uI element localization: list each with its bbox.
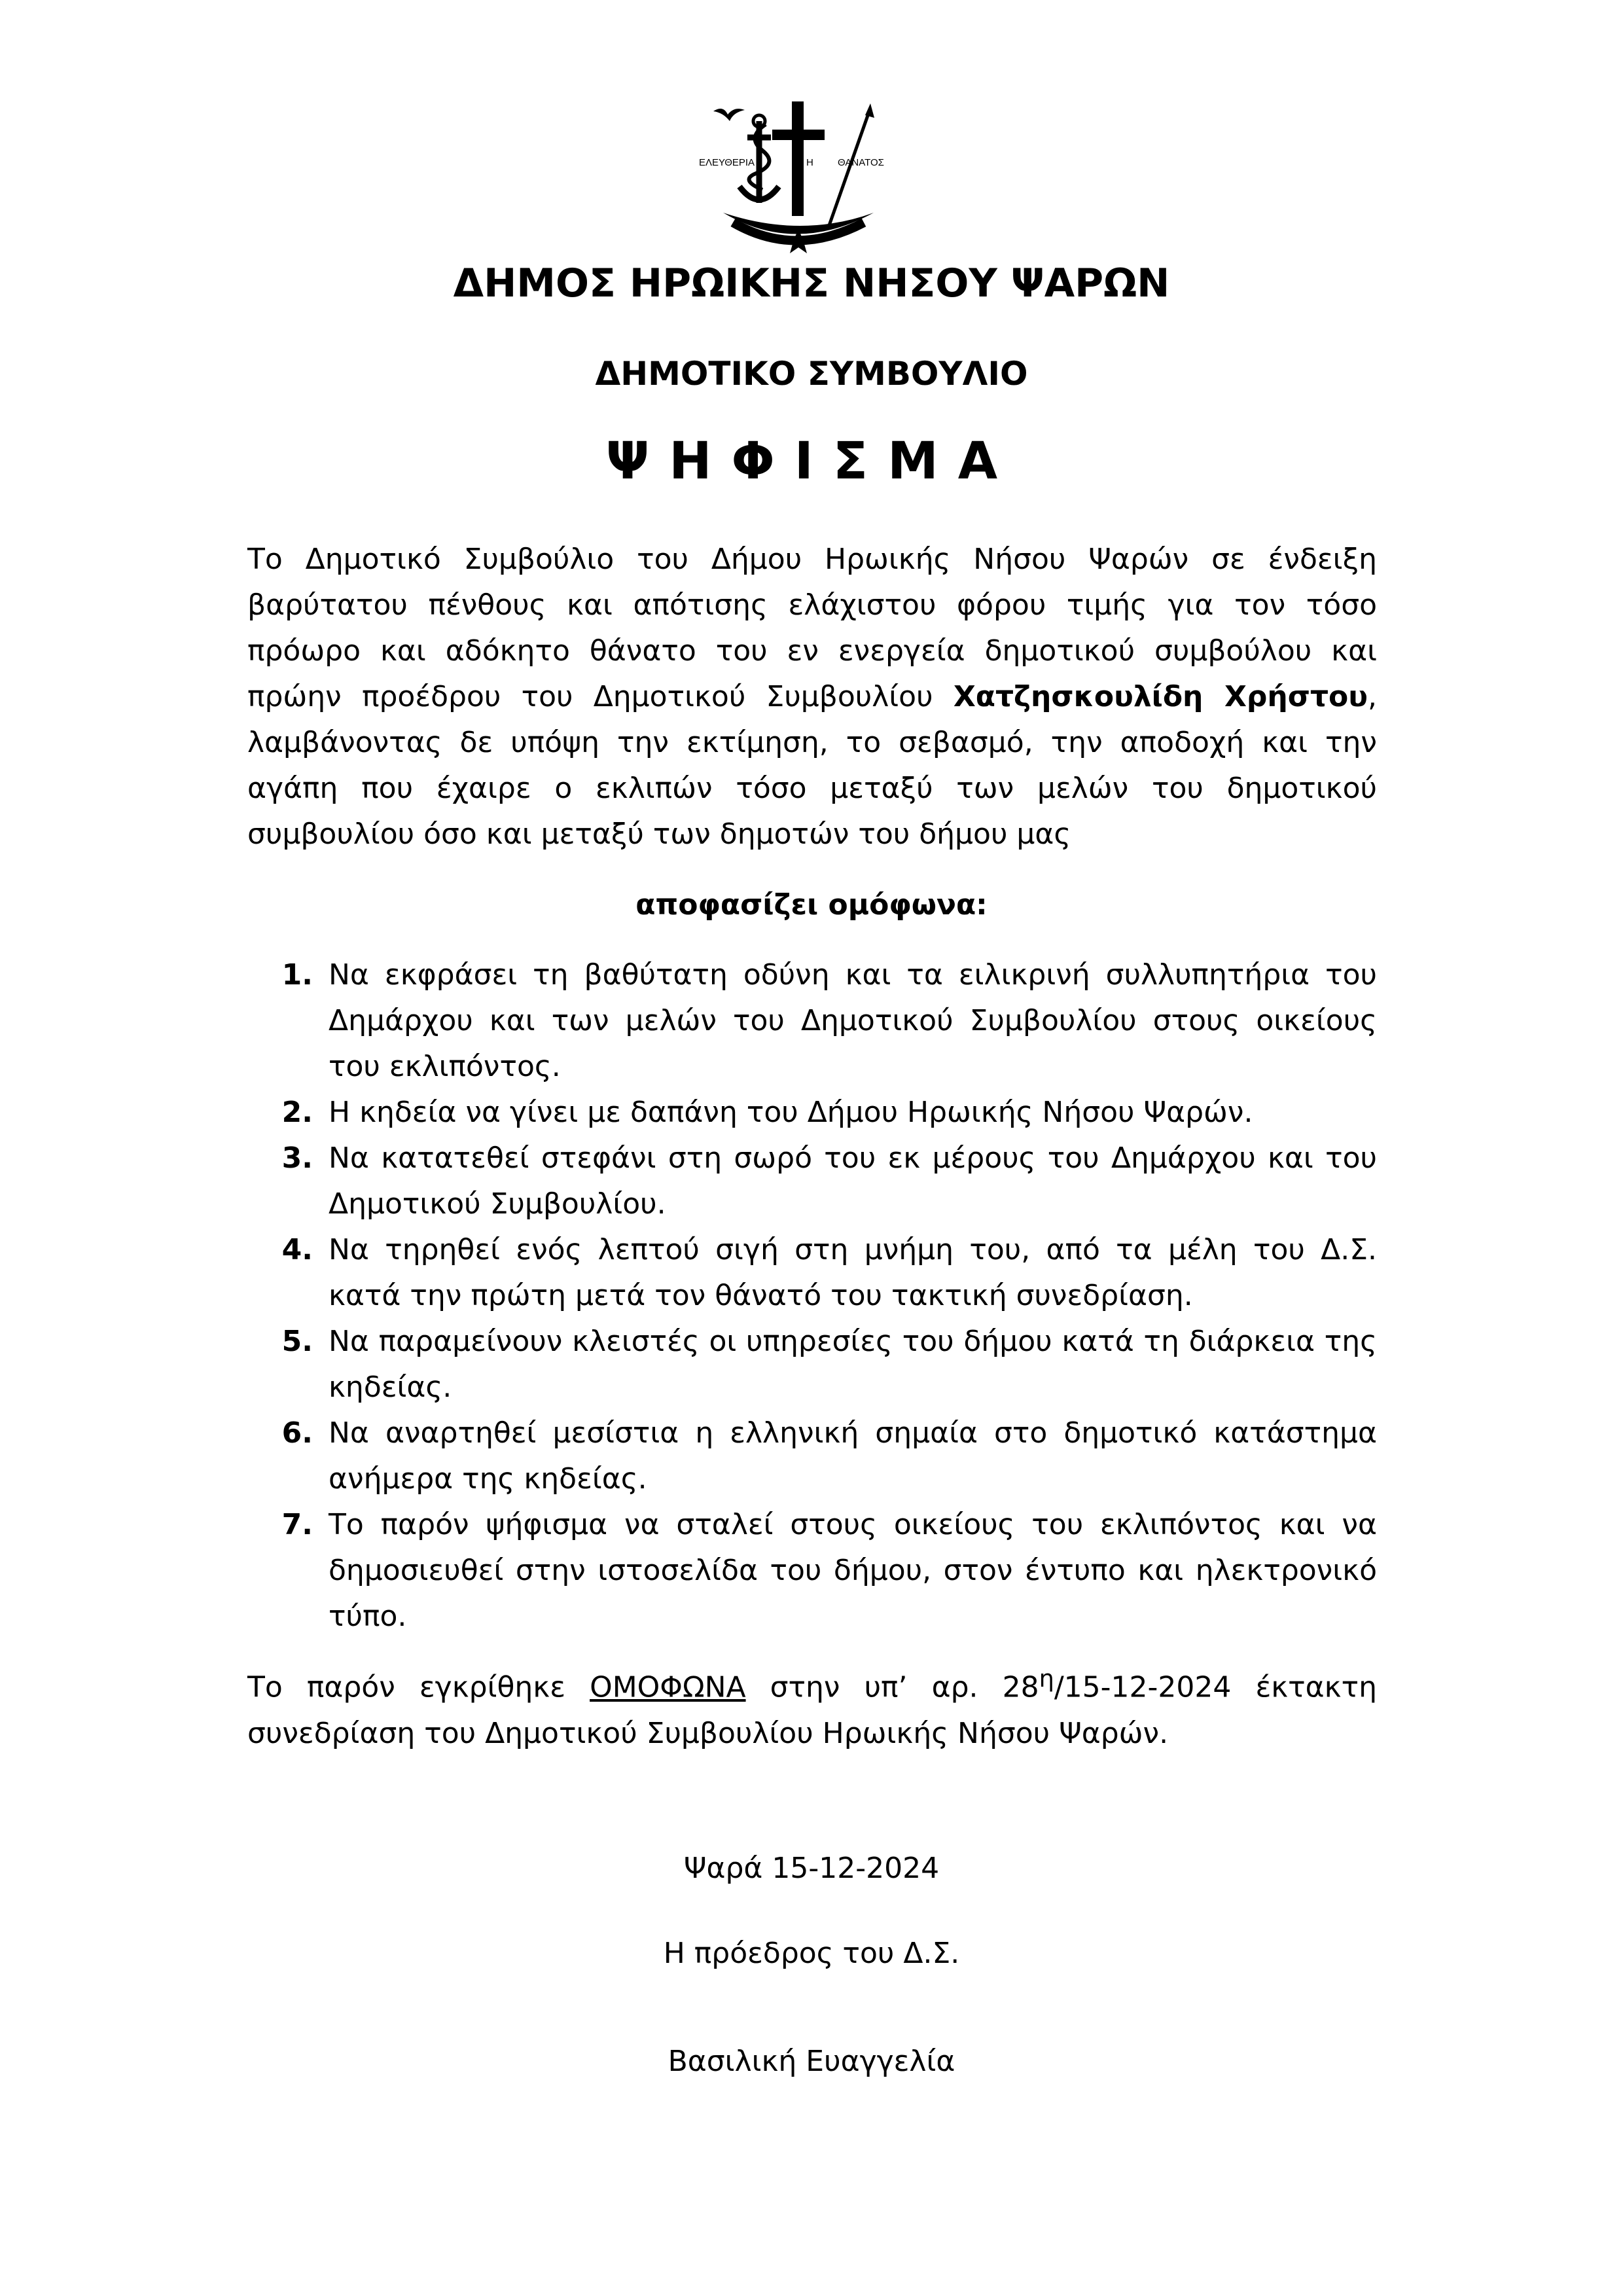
emblem-middle-text: Η <box>806 157 813 168</box>
spear-icon <box>828 108 870 229</box>
municipality-title: ΔΗΜΟΣ ΗΡΩΙΚΗΣ ΝΗΣΟΥ ΨΑΡΩΝ <box>453 260 1170 306</box>
cross-icon <box>792 101 804 216</box>
list-item <box>247 1227 1377 1319</box>
list-item <box>247 952 1377 1090</box>
list-item-number: 7. <box>281 1508 313 1541</box>
list-item <box>247 1502 1377 1640</box>
closing-text-2: στην υπ’ αρ. 28 <box>745 1670 1039 1704</box>
list-item-number: 4. <box>281 1233 313 1266</box>
emblem-right-text: ΘΑΝΑΤΟΣ <box>838 157 884 168</box>
list-item-number: 2. <box>281 1096 313 1129</box>
ordinal-superscript: η <box>1039 1664 1054 1693</box>
document-type-title: ΨΗΦΙΣΜΑ <box>605 432 1018 491</box>
list-item-text: Η κηδεία να γίνει με δαπάνη του Δήμου Ηρωικής Νήσου Ψαρών. <box>329 1096 1253 1129</box>
council-title: ΔΗΜΟΤΙΚΟ ΣΥΜΒΟΥΛΙΟ <box>595 355 1028 393</box>
list-item-text: Να αναρτηθεί μεσίστια η ελληνική σημαία στο δημοτικό κατάστημα ανήμερα της κηδείας. <box>329 1416 1377 1496</box>
intro-paragraph <box>247 537 1377 857</box>
decides-label: αποφασίζει ομόφωνα: <box>635 888 988 922</box>
intro-text-after: , λαμβάνοντας δε υπόψη την εκτίμηση, το σεβασμό, την αποδοχή και την αγάπη που έχαιρε ο εκλιπών τόσο μεταξύ των μελών του δημοτικού συμβουλίου όσο και μεταξύ των δημοτών του δήμου μας <box>247 680 1377 851</box>
signatory-name: Βασιλική Ευαγγελία <box>668 2045 955 2078</box>
municipality-emblem <box>687 98 903 255</box>
list-item-text: Να τηρηθεί ενός λεπτού σιγή στη μνήμη του, από τα μέλη του Δ.Σ. κατά την πρώτη μετά τον θάνατό του τακτική συνεδρίαση. <box>329 1233 1377 1312</box>
list-item-number: 6. <box>281 1416 313 1450</box>
list-item <box>247 1136 1377 1227</box>
list-item-text: Το παρόν ψήφισμα να σταλεί στους οικείους του εκλιπόντος και να δημοσιευθεί στην ιστοσελίδα του δήμου, στον έντυπο και ηλεκτρονικό τύπο. <box>329 1508 1377 1633</box>
signatory-role: Η πρόεδρος του Δ.Σ. <box>663 1937 960 1970</box>
list-item-text: Να παραμείνουν κλειστές οι υπηρεσίες του δήμου κατά τη διάρκεια της κηδείας. <box>329 1325 1377 1404</box>
bird-icon <box>713 109 745 121</box>
list-item-text: Να εκφράσει τη βαθύτατη οδύνη και τα ειλικρινή συλλυπητήρια του Δημάρχου και των μελών του Δημοτικού Συμβουλίου στους οικείους του εκλιπόντος. <box>329 958 1377 1083</box>
list-item-text: Να κατατεθεί στεφάνι στη σωρό του εκ μέρους του Δημάρχου και του Δημοτικού Συμβουλίου. <box>329 1141 1377 1221</box>
unanimous-text: ΟΜΟΦΩΝΑ <box>590 1670 746 1704</box>
list-item <box>247 1090 1377 1136</box>
closing-paragraph <box>247 1656 1377 1757</box>
list-item <box>247 1410 1377 1502</box>
list-item-number: 1. <box>281 958 313 992</box>
closing-text-1: Το παρόν εγκρίθηκε <box>247 1670 590 1704</box>
list-item-number: 3. <box>281 1141 313 1175</box>
deceased-name: Χατζησκουλίδη Χρήστου <box>953 680 1368 713</box>
list-item <box>247 1319 1377 1410</box>
emblem-left-text: ΕΛΕΥΘΕΡΙΑ <box>699 157 755 168</box>
intro-text-before: Το Δημοτικό Συμβούλιο του Δήμου Ηρωικής Νήσου Ψαρών σε ένδειξη βαρύτατου πένθους και απότισης ελάχιστου φόρου τιμής για τον τόσο πρόωρο και αδόκητο θάνατο του εν ενεργεία δημοτικού συμβούλου και πρώην προέδρου του Δημοτικού Συμβουλίου <box>247 543 1377 713</box>
place-date: Ψαρά 15-12-2024 <box>683 1852 940 1885</box>
closing-text-3: /15-12-2024 έκτακτη συνεδρίαση του Δημοτικού Συμβουλίου Ηρωικής Νήσου Ψαρών. <box>247 1670 1377 1750</box>
list-item-number: 5. <box>281 1325 313 1358</box>
decision-list <box>247 952 1377 1640</box>
